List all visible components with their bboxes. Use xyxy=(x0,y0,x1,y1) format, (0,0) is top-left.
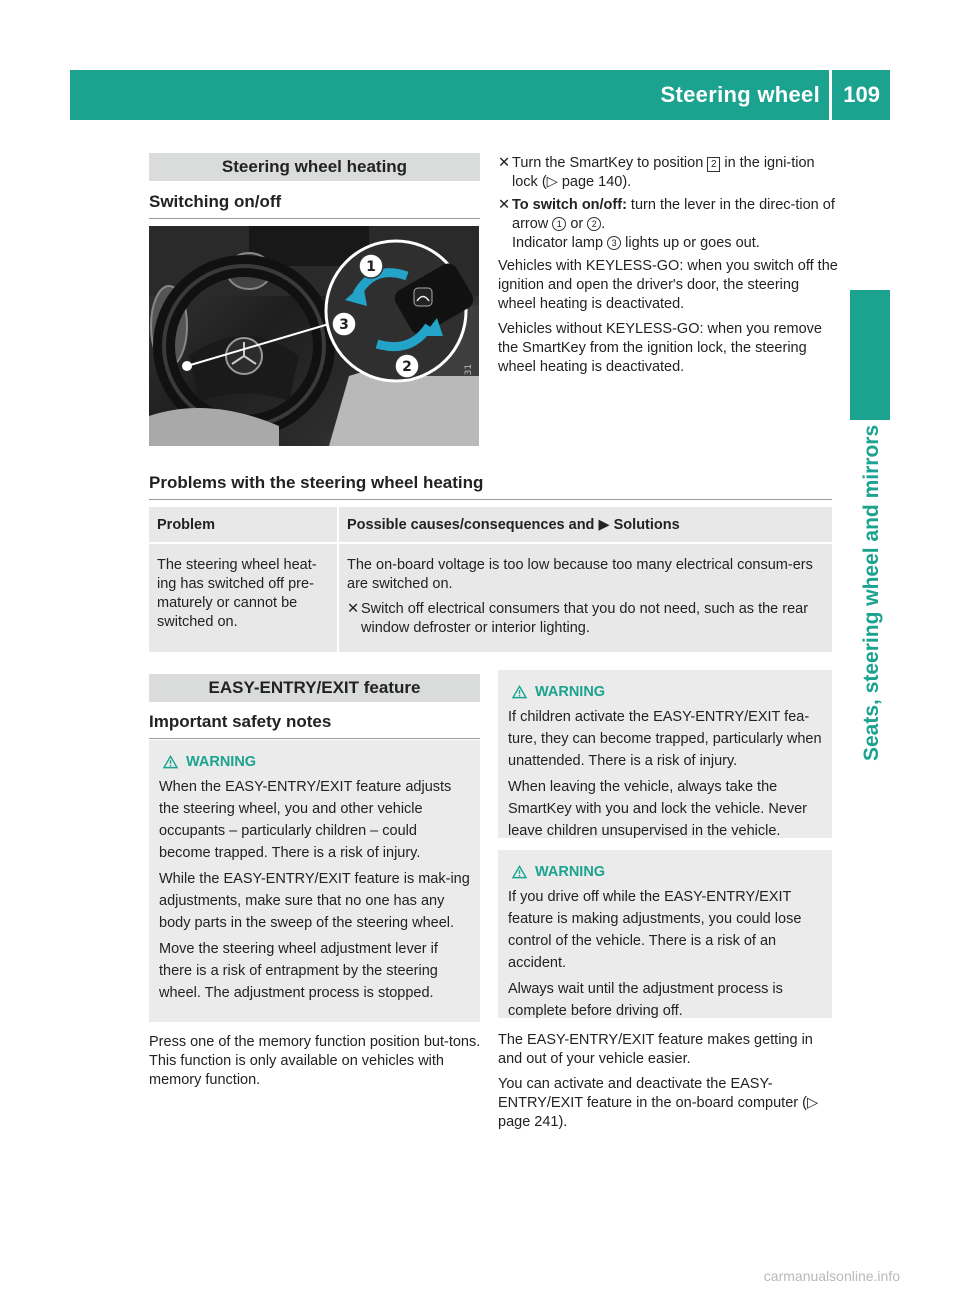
warning-title: WARNING xyxy=(512,682,824,702)
page-header xyxy=(70,70,890,120)
side-tab-marker xyxy=(850,290,890,420)
side-tab-label: Seats, steering wheel and mirrors xyxy=(860,425,883,762)
callout-3: 3 xyxy=(339,317,349,333)
watermark: carmanualsonline.info xyxy=(763,1268,900,1284)
warning-2-text-b: When leaving the vehicle, always take the SmartKey with you and lock the vehicle. Never leave children unsupervised in the vehicle. xyxy=(508,779,807,839)
callout-2: 2 xyxy=(402,359,412,375)
section-heading-steering-wheel-heating: Steering wheel heating xyxy=(149,153,480,181)
easy-entry-description: The EASY-ENTRY/EXIT feature makes getting in and out of your vehicle easier. You can activate and deactivate the EASY-ENTRY/EXIT feature in the on-board computer (▷ page 241). xyxy=(498,1032,819,1130)
warning-title: WARNING xyxy=(512,862,824,882)
warning-1-text-b: While the EASY-ENTRY/EXIT feature is mak-ing adjustments, make sure that no one has any body parts in the sweep of the steering wheel. xyxy=(159,871,470,931)
steering-wheel-illustration xyxy=(149,226,479,446)
warning-triangle-icon xyxy=(163,755,178,769)
steps-column xyxy=(498,154,838,383)
step-arrow-icon: ✕ xyxy=(498,197,511,213)
memory-function-paragraph: Press one of the memory function position but-tons. This function is only available on vehicles with memory function. xyxy=(149,1034,481,1088)
warning-1-text-a: When the EASY-ENTRY/EXIT feature adjusts the steering wheel, you and other vehicle occupants – particularly children – could become trapped. There is a risk of injury. xyxy=(159,779,452,861)
step-arrow-icon: ✕ xyxy=(498,155,511,171)
subheading-switching-on-off: Switching on/off xyxy=(149,192,480,219)
keyless-go-paragraph: Vehicles with KEYLESS-GO: when you switch off the ignition and open the driver's door, the steering wheel heating is deactivated. xyxy=(498,258,838,312)
warning-2-text-a: If children activate the EASY-ENTRY/EXIT fea-ture, they can become trapped, particularly when unattended. There is a risk of injury. xyxy=(508,709,822,769)
warning-box-3 xyxy=(498,850,832,1018)
subheading-safety-notes: Important safety notes xyxy=(149,712,480,739)
solution-step: ✕ Switch off electrical consumers that you do not need, such as the rear window defroster or interior lighting. xyxy=(347,601,809,636)
warning-title: WARNING xyxy=(163,752,472,772)
step-turn-smartkey: ✕ Turn the SmartKey to position 2 in the igni-tion lock (▷ page 140). xyxy=(498,155,815,190)
step-arrow-icon: ✕ xyxy=(347,601,360,617)
solution-arrow-icon: ▶ xyxy=(598,517,610,533)
page-number: 109 xyxy=(843,82,880,107)
warning-triangle-icon xyxy=(512,685,527,699)
header-divider xyxy=(829,70,832,120)
warning-3-text-a: If you drive off while the EASY-ENTRY/EXIT feature is making adjustments, you could lose control of the vehicle. There is a risk of an accident. xyxy=(508,889,802,971)
callout-1: 1 xyxy=(366,259,376,275)
column-header-causes: Possible causes/consequences and ▶ Solutions xyxy=(337,507,832,542)
cell-problem: The steering wheel heat-ing has switched off pre-maturely or cannot be switched on. xyxy=(157,557,317,630)
warning-1-text-c: Move the steering wheel adjustment lever if there is a risk of entrapment by the steering wheel. The adjustment process is stopped. xyxy=(159,941,438,1001)
table-row xyxy=(149,544,832,652)
warning-box-1 xyxy=(149,740,480,1022)
column-header-problem: Problem xyxy=(157,517,216,533)
table-header-row xyxy=(149,507,832,544)
section-heading-easy-entry: EASY-ENTRY/EXIT feature xyxy=(149,674,480,702)
image-code: P46.11-2172-31 xyxy=(464,363,474,436)
chapter-title: Steering wheel xyxy=(660,82,820,107)
steering-wheel-photo xyxy=(149,226,479,446)
no-keyless-go-paragraph: Vehicles without KEYLESS-GO: when you remove the SmartKey from the ignition lock, the steering wheel heating is deactivated. xyxy=(498,321,822,375)
warning-triangle-icon xyxy=(512,865,527,879)
step-switch-on-off: ✕ To switch on/off: turn the lever in the direc-tion of arrow 1 or 2 . Indicator lamp 3 lights up or goes out. xyxy=(498,197,835,251)
warning-3-text-b: Always wait until the adjustment process is complete before driving off. xyxy=(508,981,783,1019)
warning-box-2 xyxy=(498,670,832,838)
problems-table xyxy=(149,507,832,652)
subheading-problems: Problems with the steering wheel heating xyxy=(149,473,832,500)
cell-causes: The on-board voltage is too low because too many electrical consum-ers are switched on. ✕ Switch off electrical consumers that you do not need, such as the rear window defroster or interior lighting. xyxy=(337,544,832,652)
